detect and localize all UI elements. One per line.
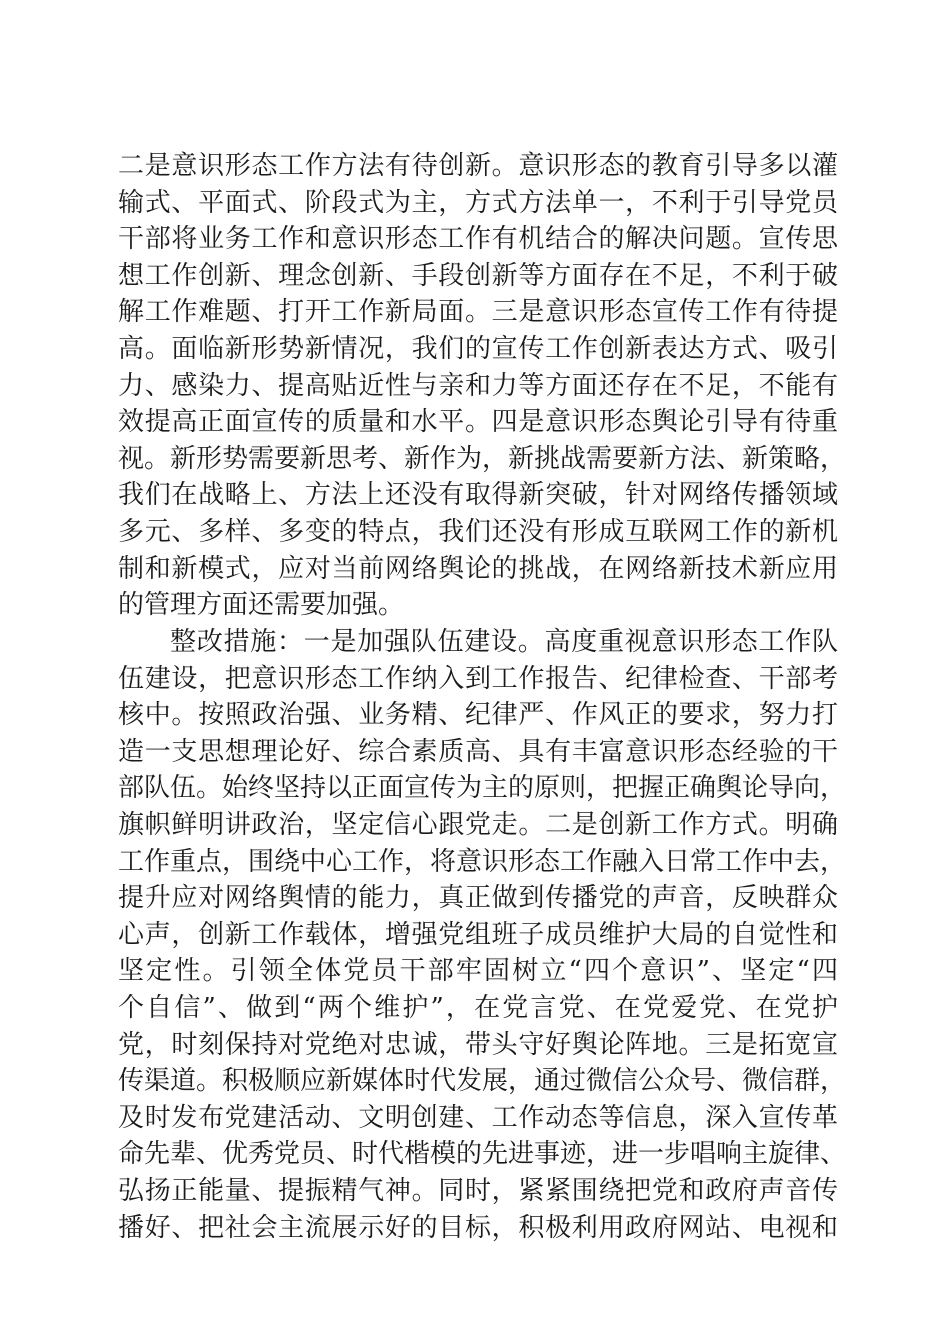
text-line: 输式、平面式、阶段式为主，方式方法单一，不利于引导党员	[118, 187, 838, 218]
text-line: 造一支思想理论好、综合素质高、具有丰富意识形态经验的干	[118, 736, 838, 767]
text-line: 二是意识形态工作方法有待创新。意识形态的教育引导多以灌	[118, 151, 838, 181]
text-line: 视。新形势需要新思考、新作为，新挑战需要新方法、新策略，	[118, 443, 847, 474]
text-line: 核中。按照政治强、业务精、纪律严、作风正的要求，努力打	[118, 700, 838, 731]
text-line: 心声，创新工作载体，增强党组班子成员维护大局的自觉性和	[118, 919, 838, 950]
text-line: 播好、把社会主流展示好的目标，积极利用政府网站、电视和	[118, 1212, 838, 1243]
text-line: 的管理方面还需要加强。	[118, 590, 405, 621]
text-line: 工作重点，围绕中心工作，将意识形态工作融入日常工作中去，	[118, 846, 847, 877]
text-line: 高。面临新形势新情况，我们的宣传工作创新表达方式、吸引	[118, 333, 838, 364]
text-line: 想工作创新、理念创新、手段创新等方面存在不足，不利于破	[118, 260, 838, 291]
text-line: 多元、多样、多变的特点，我们还没有形成互联网工作的新机	[118, 516, 838, 547]
text-line: 部队伍。始终坚持以正面宣传为主的原则，把握正确舆论导向，	[118, 773, 847, 804]
text-line: 旗帜鲜明讲政治，坚定信心跟党走。二是创新工作方式。明确	[118, 809, 838, 840]
text-line: 解工作难题、打开工作新局面。三是意识形态宣传工作有待提	[118, 297, 838, 328]
text-line: 弘扬正能量、提振精气神。同时，紧紧围绕把党和政府声音传	[118, 1175, 838, 1206]
text-line: 伍建设，把意识形态工作纳入到工作报告、纪律检查、干部考	[118, 663, 838, 694]
text-line: 整改措施：一是加强队伍建设。高度重视意识形态工作队	[170, 627, 838, 657]
text-line: 个自信”、做到“两个维护”，在党言党、在党爱党、在党护	[118, 992, 838, 1023]
paragraph-measures	[118, 624, 847, 1246]
text-line: 效提高正面宣传的质量和水平。四是意识形态舆论引导有待重	[118, 407, 838, 438]
text-line: 传渠道。积极顺应新媒体时代发展，通过微信公众号、微信群，	[118, 1066, 847, 1097]
text-line: 我们在战略上、方法上还没有取得新突破，针对网络传播领域	[118, 480, 838, 511]
text-line: 党，时刻保持对党绝对忠诚，带头守好舆论阵地。三是拓宽宣	[118, 1029, 838, 1060]
text-line: 命先辈、优秀党员、时代楷模的先进事迹，进一步唱响主旋律、	[118, 1139, 847, 1170]
paragraph-problems	[118, 148, 847, 624]
text-line: 坚定性。引领全体党员干部牢固树立“四个意识”、坚定“四	[118, 956, 838, 987]
text-line: 干部将业务工作和意识形态工作有机结合的解决问题。宣传思	[118, 224, 838, 255]
text-line: 提升应对网络舆情的能力，真正做到传播党的声音，反映群众	[118, 883, 838, 914]
text-line: 制和新模式，应对当前网络舆论的挑战，在网络新技术新应用	[118, 553, 838, 584]
text-line: 力、感染力、提高贴近性与亲和力等方面还存在不足，不能有	[118, 370, 838, 401]
text-line: 及时发布党建活动、文明创建、工作动态等信息，深入宣传革	[118, 1102, 838, 1133]
